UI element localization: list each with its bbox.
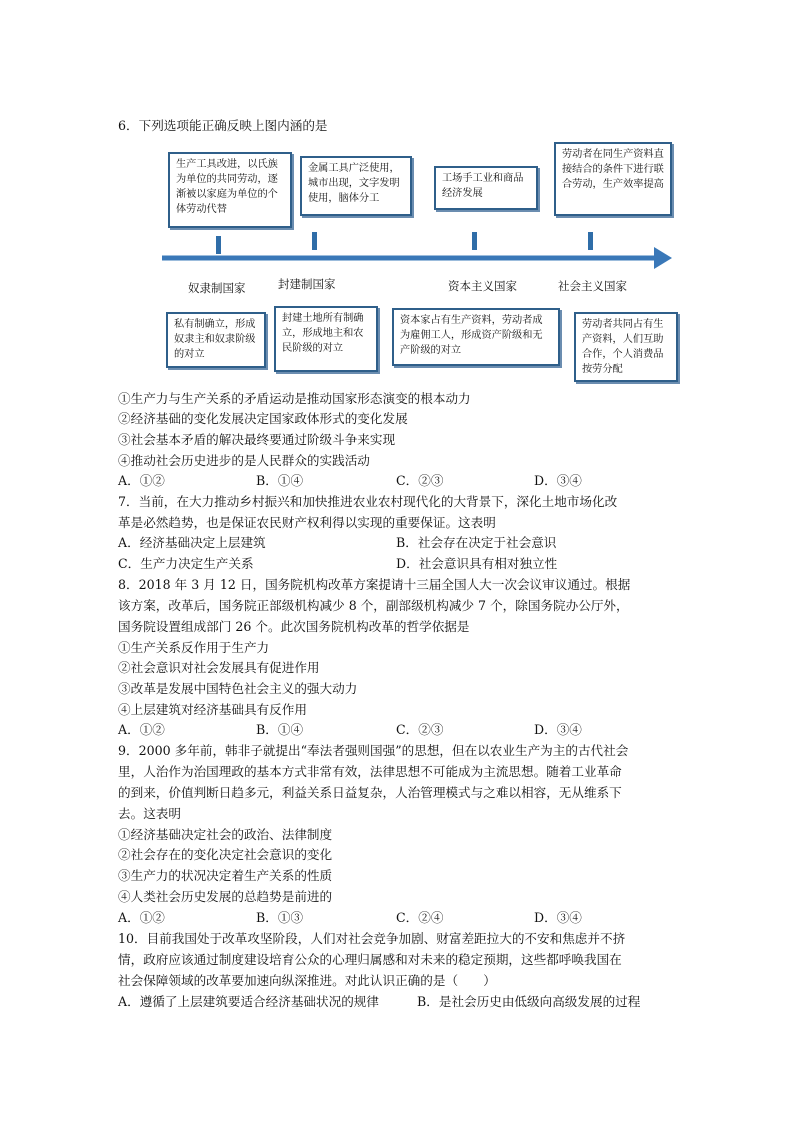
q9-option-c: C．②④ <box>396 910 444 925</box>
q8-stem-line-3: 国务院设置组成部门 26 个。此次国务院机构改革的哲学依据是 <box>118 619 470 634</box>
bottom-box-1: 私有制确立，形成奴隶主和奴隶阶级的对立 <box>166 312 266 368</box>
stage-feudal: 封建制国家 <box>278 277 336 291</box>
top-box-4: 劳动者在同生产资料直接结合的条件下进行联合劳动，生产效率提高 <box>554 142 672 216</box>
q9-statement-2: ②社会存在的变化决定社会意识的变化 <box>118 847 333 862</box>
q8-stem-line-1: 8．2018 年 3 月 12 日，国务院机构改革方案提请十三届全国人大一次会议审议通过。根据 <box>118 577 631 592</box>
q6-statement-3: ③社会基本矛盾的解决最终要通过阶级斗争来实现 <box>118 432 396 447</box>
q7-option-a: A．经济基础决定上层建筑 <box>118 535 266 550</box>
q6-option-b: B．①④ <box>256 473 304 488</box>
q7-option-b: B．社会存在决定于社会意识 <box>396 535 557 550</box>
q6-option-d: D．③④ <box>534 473 582 488</box>
q10-stem-line-3: 社会保障领域的改革要加速向纵深推进。对此认识正确的是（ ） <box>118 973 496 988</box>
q8-stem-line-2: 该方案，改革后，国务院正部级机构减少 8 个，副部级机构减少 7 个，除国务院办公厅外， <box>118 598 629 613</box>
q6-option-a: A．①② <box>118 473 165 488</box>
stage-slavery: 奴隶制国家 <box>188 281 246 295</box>
q7-stem-line-2: 革是必然趋势，也是保证农民财产权利得以实现的重要保证。这表明 <box>118 515 496 530</box>
q8-statement-2: ②社会意识对社会发展具有促进作用 <box>118 660 320 675</box>
q9-stem-line-2: 里，人治作为治国理政的基本方式非常有效，法律思想不可能成为主流思想。随着工业革命 <box>118 764 622 779</box>
q8-option-a: A．①② <box>118 722 165 737</box>
q7-option-c: C．生产力决定生产关系 <box>118 556 254 571</box>
q9-stem-line-1: 9．2000 多年前，韩非子就提出“奉法者强则国强”的思想，但在以农业生产为主的古代社会 <box>118 743 629 758</box>
q8-option-c: C．②③ <box>396 722 444 737</box>
bottom-box-4: 劳动者共同占有生产资料，人们互助合作，个人消费品按劳分配 <box>574 312 678 382</box>
q10-option-b: B．是社会历史由低级向高级发展的过程 <box>417 994 641 1009</box>
q10-stem-line-2: 情，政府应该通过制度建设培育公众的心理归属感和对未来的稳定预期，这些都呼唤我国在 <box>118 952 622 967</box>
q6-stem: 6．下列选项能正确反映上图内涵的是 <box>118 118 328 133</box>
q9-statement-3: ③生产力的状况决定着生产关系的性质 <box>118 868 333 883</box>
q8-option-b: B．①④ <box>256 722 304 737</box>
q9-option-d: D．③④ <box>534 910 582 925</box>
bottom-box-2: 封建土地所有制确立，形成地主和农民阶级的对立 <box>274 306 378 372</box>
q10-option-a: A．遵循了上层建筑要适合经济基础状况的规律 <box>118 994 379 1009</box>
social-development-diagram <box>160 140 690 390</box>
q8-statement-3: ③改革是发展中国特色社会主义的强大动力 <box>118 681 358 696</box>
q9-option-b: B．①③ <box>256 910 304 925</box>
q9-statement-1: ①经济基础决定社会的政治、法律制度 <box>118 827 333 842</box>
q7-option-d: D．社会意识具有相对独立性 <box>396 556 558 571</box>
top-box-3: 工场手工业和商品经济发展 <box>434 166 538 210</box>
q6-option-c: C．②③ <box>396 473 444 488</box>
stage-socialist: 社会主义国家 <box>558 279 627 293</box>
q6-statement-4: ④推动社会历史进步的是人民群众的实践活动 <box>118 453 370 468</box>
top-box-2: 金属工具广泛使用，城市出现，文字发明使用，脑体分工 <box>300 156 412 216</box>
q6-statement-1: ①生产力与生产关系的矛盾运动是推动国家形态演变的根本动力 <box>118 391 471 406</box>
q8-option-d: D．③④ <box>534 722 582 737</box>
q9-statement-4: ④人类社会历史发展的总趋势是前进的 <box>118 889 333 904</box>
q9-stem-line-4: 去。这表明 <box>118 806 181 821</box>
stage-capitalist: 资本主义国家 <box>448 279 517 293</box>
q9-stem-line-3: 的到来，价值判断日趋多元，利益关系日益复杂，人治管理模式与之难以相容，无从维系下 <box>118 785 622 800</box>
q7-stem-line-1: 7．当前，在大力推动乡村振兴和加快推进农业农村现代化的大背景下，深化土地市场化改 <box>118 494 618 509</box>
q8-statement-1: ①生产关系反作用于生产力 <box>118 640 270 655</box>
bottom-box-3: 资本家占有生产资料，劳动者成为雇佣工人，形成资产阶级和无产阶级的对立 <box>392 308 560 366</box>
q6-statement-2: ②经济基础的变化发展决定国家政体形式的变化发展 <box>118 411 408 426</box>
q10-stem-line-1: 10．目前我国处于改革攻坚阶段，人们对社会竞争加剧、财富差距拉大的不安和焦虑并不挤 <box>118 931 626 946</box>
timeline-arrow <box>160 244 690 274</box>
q8-statement-4: ④上层建筑对经济基础具有反作用 <box>118 702 307 717</box>
q9-option-a: A．①② <box>118 910 165 925</box>
top-box-1: 生产工具改进，以氏族为单位的共同劳动，逐渐被以家庭为单位的个体劳动代替 <box>168 152 292 228</box>
